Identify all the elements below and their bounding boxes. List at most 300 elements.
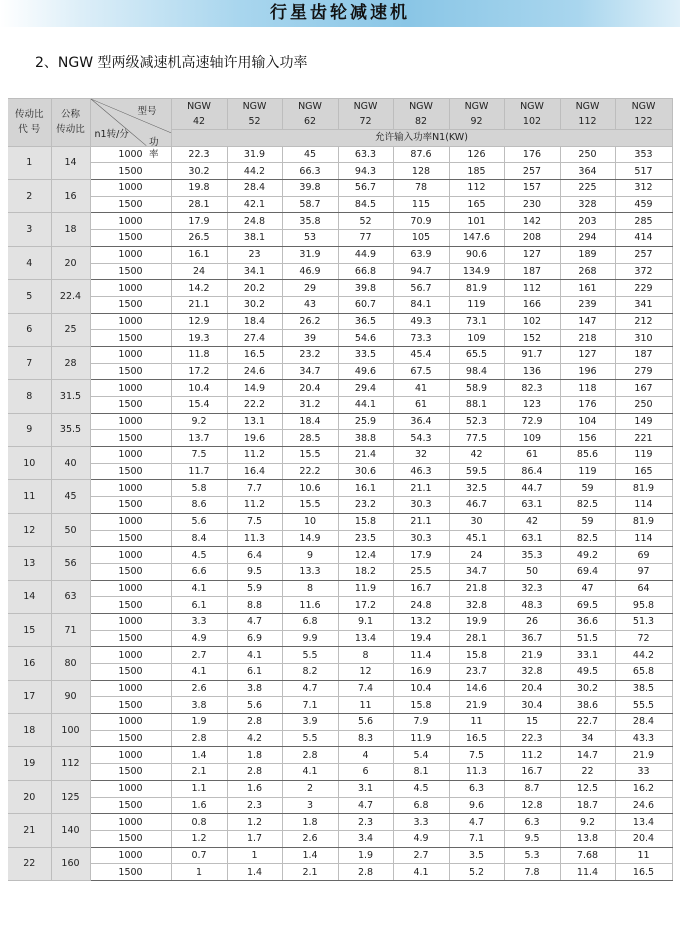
power-value-cell: 13.4 bbox=[615, 814, 672, 831]
power-value-cell: 23.5 bbox=[338, 530, 393, 547]
input-speed-cell: 1500 bbox=[90, 864, 171, 881]
power-value-cell: 30.2 bbox=[171, 163, 227, 180]
input-speed-cell: 1500 bbox=[90, 563, 171, 580]
nominal-ratio-cell: 25 bbox=[51, 313, 90, 346]
corner-speed-label: n1转/分 bbox=[94, 128, 129, 140]
power-value-cell: 38.6 bbox=[560, 697, 615, 714]
power-value-cell: 4.1 bbox=[171, 580, 227, 597]
banner-title: 行星齿轮减速机 bbox=[270, 3, 410, 23]
power-value-cell: 44.9 bbox=[338, 246, 393, 263]
input-speed-cell: 1500 bbox=[90, 730, 171, 747]
power-value-cell: 24 bbox=[171, 263, 227, 280]
power-value-cell: 328 bbox=[560, 196, 615, 213]
ratio-code-cell: 1 bbox=[8, 146, 51, 179]
power-value-cell: 11.3 bbox=[227, 530, 282, 547]
input-speed-cell: 1000 bbox=[90, 580, 171, 597]
power-value-cell: 98.4 bbox=[449, 363, 504, 380]
power-value-cell: 239 bbox=[560, 296, 615, 313]
power-value-cell: 46.7 bbox=[449, 497, 504, 514]
power-value-cell: 3.8 bbox=[227, 680, 282, 697]
model-name: NGW bbox=[520, 101, 544, 112]
power-value-cell: 5.2 bbox=[449, 864, 504, 881]
power-value-cell: 28.4 bbox=[615, 714, 672, 731]
nominal-ratio-cell: 50 bbox=[51, 513, 90, 546]
nominal-ratio-cell: 31.5 bbox=[51, 380, 90, 413]
ratio-code-header-line1: 传动比 bbox=[14, 109, 44, 121]
power-value-cell: 5.4 bbox=[393, 747, 449, 764]
power-value-cell: 35.3 bbox=[504, 547, 560, 564]
power-value-cell: 44.2 bbox=[615, 647, 672, 664]
power-value-cell: 45.1 bbox=[449, 530, 504, 547]
input-speed-cell: 1500 bbox=[90, 296, 171, 313]
table-row bbox=[8, 547, 672, 564]
power-value-cell: 5.5 bbox=[282, 647, 338, 664]
nominal-ratio-cell: 28 bbox=[51, 346, 90, 379]
power-value-cell: 64 bbox=[615, 580, 672, 597]
power-value-cell: 6.3 bbox=[504, 814, 560, 831]
power-value-cell: 8.8 bbox=[227, 597, 282, 614]
power-value-cell: 1.8 bbox=[282, 814, 338, 831]
power-value-cell: 23.7 bbox=[449, 664, 504, 681]
power-value-cell: 16.7 bbox=[504, 764, 560, 781]
power-value-cell: 30.6 bbox=[338, 463, 393, 480]
power-value-cell: 17.9 bbox=[393, 547, 449, 564]
power-value-cell: 18.7 bbox=[560, 797, 615, 814]
power-value-cell: 73.1 bbox=[449, 313, 504, 330]
power-value-cell: 364 bbox=[560, 163, 615, 180]
power-value-cell: 63.1 bbox=[504, 497, 560, 514]
power-value-cell: 189 bbox=[560, 246, 615, 263]
power-value-cell: 21.9 bbox=[615, 747, 672, 764]
power-value-cell: 167 bbox=[615, 380, 672, 397]
input-speed-cell: 1000 bbox=[90, 280, 171, 297]
power-value-cell: 11 bbox=[338, 697, 393, 714]
power-value-cell: 31.2 bbox=[282, 397, 338, 414]
power-value-cell: 30.2 bbox=[560, 680, 615, 697]
power-value-cell: 30 bbox=[449, 513, 504, 530]
nominal-ratio-cell: 45 bbox=[51, 480, 90, 513]
power-value-cell: 15.8 bbox=[393, 697, 449, 714]
nominal-ratio-header bbox=[51, 99, 90, 147]
power-value-cell: 20.4 bbox=[615, 830, 672, 847]
power-value-cell: 42 bbox=[449, 447, 504, 464]
table-row bbox=[8, 280, 672, 297]
power-value-cell: 22.7 bbox=[560, 714, 615, 731]
power-value-cell: 15.8 bbox=[338, 513, 393, 530]
table-row bbox=[8, 747, 672, 764]
input-speed-cell: 1000 bbox=[90, 714, 171, 731]
power-value-cell: 5.6 bbox=[227, 697, 282, 714]
input-speed-cell: 1000 bbox=[90, 680, 171, 697]
power-value-cell: 11.2 bbox=[227, 497, 282, 514]
model-name: NGW bbox=[409, 101, 433, 112]
power-value-cell: 4.2 bbox=[227, 730, 282, 747]
power-value-cell: 3.5 bbox=[449, 847, 504, 864]
input-speed-cell: 1000 bbox=[90, 146, 171, 163]
power-value-cell: 1.7 bbox=[227, 830, 282, 847]
power-value-cell: 12.5 bbox=[560, 780, 615, 797]
power-value-cell: 187 bbox=[504, 263, 560, 280]
power-value-cell: 94.3 bbox=[338, 163, 393, 180]
power-value-cell: 11.2 bbox=[227, 447, 282, 464]
table-row bbox=[8, 296, 672, 313]
power-value-cell: 67.5 bbox=[393, 363, 449, 380]
power-value-cell: 45.4 bbox=[393, 346, 449, 363]
power-value-cell: 32.8 bbox=[449, 597, 504, 614]
power-value-cell: 12.9 bbox=[171, 313, 227, 330]
power-value-cell: 7.5 bbox=[227, 513, 282, 530]
power-value-cell: 18.4 bbox=[227, 313, 282, 330]
power-value-cell: 128 bbox=[393, 163, 449, 180]
power-value-cell: 18.4 bbox=[282, 413, 338, 430]
power-value-cell: 21.1 bbox=[393, 513, 449, 530]
power-value-cell: 14.9 bbox=[282, 530, 338, 547]
power-value-cell: 30.4 bbox=[504, 697, 560, 714]
nominal-ratio-cell: 100 bbox=[51, 714, 90, 747]
power-value-cell: 28.5 bbox=[282, 430, 338, 447]
power-value-cell: 91.7 bbox=[504, 346, 560, 363]
table-row bbox=[8, 330, 672, 347]
power-value-cell: 312 bbox=[615, 180, 672, 197]
model-size: 82 bbox=[414, 116, 428, 127]
power-value-cell: 24.6 bbox=[615, 797, 672, 814]
power-value-cell: 4 bbox=[338, 747, 393, 764]
input-speed-cell: 1500 bbox=[90, 196, 171, 213]
power-value-cell: 2.8 bbox=[338, 864, 393, 881]
power-value-cell: 149 bbox=[615, 413, 672, 430]
ratio-code-cell: 9 bbox=[8, 413, 51, 446]
power-value-cell: 4.7 bbox=[449, 814, 504, 831]
nominal-ratio-cell: 80 bbox=[51, 647, 90, 680]
power-value-cell: 105 bbox=[393, 230, 449, 247]
power-value-cell: 1.2 bbox=[227, 814, 282, 831]
power-value-cell: 28.1 bbox=[171, 196, 227, 213]
power-value-cell: 5.5 bbox=[282, 730, 338, 747]
table-row bbox=[8, 697, 672, 714]
power-value-cell: 19.3 bbox=[171, 330, 227, 347]
power-value-cell: 32.5 bbox=[449, 480, 504, 497]
power-value-cell: 1.6 bbox=[227, 780, 282, 797]
power-value-cell: 12.8 bbox=[504, 797, 560, 814]
power-value-cell: 63.1 bbox=[504, 530, 560, 547]
input-speed-cell: 1000 bbox=[90, 780, 171, 797]
corner-power-line1: 功 bbox=[148, 137, 159, 148]
power-value-cell: 165 bbox=[449, 196, 504, 213]
model-size: 122 bbox=[634, 116, 653, 127]
section-heading: 2、NGW 型两级减速机高速轴许用输入功率 bbox=[35, 55, 308, 71]
power-value-cell: 22 bbox=[560, 764, 615, 781]
model-header bbox=[227, 99, 282, 130]
power-value-cell: 250 bbox=[560, 146, 615, 163]
power-value-cell: 36.4 bbox=[393, 413, 449, 430]
power-value-cell: 5.9 bbox=[227, 580, 282, 597]
ratio-code-cell: 5 bbox=[8, 280, 51, 313]
power-value-cell: 72.9 bbox=[504, 413, 560, 430]
table-row bbox=[8, 397, 672, 414]
ratio-code-cell: 22 bbox=[8, 847, 51, 880]
power-value-cell: 56.7 bbox=[338, 180, 393, 197]
model-name: NGW bbox=[353, 101, 378, 112]
input-speed-cell: 1500 bbox=[90, 397, 171, 414]
power-value-cell: 94.7 bbox=[393, 263, 449, 280]
ratio-code-cell: 6 bbox=[8, 313, 51, 346]
power-value-cell: 119 bbox=[615, 447, 672, 464]
power-value-cell: 459 bbox=[615, 196, 672, 213]
power-value-cell: 123 bbox=[504, 397, 560, 414]
power-value-cell: 11.4 bbox=[393, 647, 449, 664]
power-value-cell: 1.2 bbox=[171, 830, 227, 847]
power-value-cell: 88.1 bbox=[449, 397, 504, 414]
power-value-cell: 14.2 bbox=[171, 280, 227, 297]
power-value-cell: 12.4 bbox=[338, 547, 393, 564]
table-row bbox=[8, 180, 672, 197]
power-value-cell: 72 bbox=[615, 630, 672, 647]
power-value-cell: 119 bbox=[449, 296, 504, 313]
power-value-cell: 134.9 bbox=[449, 263, 504, 280]
table-row bbox=[8, 447, 672, 464]
power-value-cell: 9.5 bbox=[227, 563, 282, 580]
power-value-cell: 66.3 bbox=[282, 163, 338, 180]
table-row bbox=[8, 513, 672, 530]
power-value-cell: 33.1 bbox=[560, 647, 615, 664]
input-speed-cell: 1000 bbox=[90, 480, 171, 497]
power-value-cell: 212 bbox=[615, 313, 672, 330]
table-row bbox=[8, 797, 672, 814]
model-name: NGW bbox=[187, 101, 211, 112]
input-speed-cell: 1000 bbox=[90, 513, 171, 530]
power-value-cell: 63.9 bbox=[393, 246, 449, 263]
power-value-cell: 54.3 bbox=[393, 430, 449, 447]
input-speed-cell: 1500 bbox=[90, 797, 171, 814]
model-size: 102 bbox=[522, 116, 542, 127]
power-value-cell: 35.8 bbox=[282, 213, 338, 230]
power-value-cell: 2.6 bbox=[282, 830, 338, 847]
model-size: 112 bbox=[578, 116, 597, 127]
table-row bbox=[8, 363, 672, 380]
power-value-cell: 16.5 bbox=[227, 346, 282, 363]
power-value-cell: 126 bbox=[449, 146, 504, 163]
power-value-cell: 3.1 bbox=[338, 780, 393, 797]
table-row bbox=[8, 146, 672, 163]
power-value-cell: 39.8 bbox=[338, 280, 393, 297]
ratio-code-cell: 7 bbox=[8, 346, 51, 379]
power-value-cell: 14.7 bbox=[560, 747, 615, 764]
table-row bbox=[8, 497, 672, 514]
power-value-cell: 52 bbox=[338, 213, 393, 230]
power-value-cell: 115 bbox=[393, 196, 449, 213]
power-value-cell: 16.1 bbox=[171, 246, 227, 263]
model-header bbox=[171, 99, 227, 130]
power-value-cell: 1.4 bbox=[227, 864, 282, 881]
table-row bbox=[8, 730, 672, 747]
power-table bbox=[8, 98, 673, 881]
power-value-cell: 9.6 bbox=[449, 797, 504, 814]
input-speed-cell: 1500 bbox=[90, 530, 171, 547]
nominal-ratio-cell: 14 bbox=[51, 146, 90, 179]
power-value-cell: 22.2 bbox=[227, 397, 282, 414]
power-value-cell: 13.2 bbox=[393, 613, 449, 630]
power-value-cell: 49.3 bbox=[393, 313, 449, 330]
power-value-cell: 10 bbox=[282, 513, 338, 530]
power-value-cell: 2.3 bbox=[227, 797, 282, 814]
input-speed-cell: 1000 bbox=[90, 346, 171, 363]
power-value-cell: 5.3 bbox=[504, 847, 560, 864]
table-row bbox=[8, 196, 672, 213]
input-speed-cell: 1000 bbox=[90, 547, 171, 564]
power-value-cell: 49.6 bbox=[338, 363, 393, 380]
power-value-cell: 101 bbox=[449, 213, 504, 230]
power-value-cell: 22.3 bbox=[504, 730, 560, 747]
table-row bbox=[8, 346, 672, 363]
power-value-cell: 7.8 bbox=[504, 864, 560, 881]
ratio-code-cell: 15 bbox=[8, 613, 51, 646]
power-value-cell: 45 bbox=[282, 146, 338, 163]
input-speed-cell: 1500 bbox=[90, 597, 171, 614]
power-value-cell: 6.1 bbox=[171, 597, 227, 614]
power-value-cell: 4.1 bbox=[393, 864, 449, 881]
power-value-cell: 6.8 bbox=[282, 613, 338, 630]
power-value-cell: 29.4 bbox=[338, 380, 393, 397]
power-value-cell: 114 bbox=[615, 530, 672, 547]
power-value-cell: 1 bbox=[171, 864, 227, 881]
power-value-cell: 165 bbox=[615, 463, 672, 480]
power-value-cell: 9 bbox=[282, 547, 338, 564]
nominal-ratio-cell: 40 bbox=[51, 447, 90, 480]
power-value-cell: 9.1 bbox=[338, 613, 393, 630]
input-speed-cell: 1500 bbox=[90, 263, 171, 280]
power-value-cell: 187 bbox=[615, 346, 672, 363]
power-value-cell: 39.8 bbox=[282, 180, 338, 197]
power-value-cell: 30.2 bbox=[227, 296, 282, 313]
power-value-cell: 11 bbox=[449, 714, 504, 731]
input-speed-cell: 1500 bbox=[90, 330, 171, 347]
power-value-cell: 27.4 bbox=[227, 330, 282, 347]
power-value-cell: 14.9 bbox=[227, 380, 282, 397]
corner-type-label: 型号 bbox=[137, 106, 157, 117]
power-value-cell: 20.4 bbox=[282, 380, 338, 397]
power-value-cell: 310 bbox=[615, 330, 672, 347]
power-value-cell: 4.1 bbox=[282, 764, 338, 781]
table-row bbox=[8, 864, 672, 881]
power-value-cell: 285 bbox=[615, 213, 672, 230]
ratio-code-cell: 13 bbox=[8, 547, 51, 580]
power-value-cell: 127 bbox=[560, 346, 615, 363]
input-speed-cell: 1000 bbox=[90, 447, 171, 464]
table-row bbox=[8, 380, 672, 397]
power-value-cell: 63.3 bbox=[338, 146, 393, 163]
power-value-cell: 42.1 bbox=[227, 196, 282, 213]
nominal-ratio-cell: 112 bbox=[51, 747, 90, 780]
ratio-code-cell: 8 bbox=[8, 380, 51, 413]
power-value-cell: 279 bbox=[615, 363, 672, 380]
power-value-cell: 8.7 bbox=[504, 780, 560, 797]
power-value-cell: 54.6 bbox=[338, 330, 393, 347]
power-value-cell: 156 bbox=[560, 430, 615, 447]
power-value-cell: 8.3 bbox=[338, 730, 393, 747]
power-value-cell: 49.2 bbox=[560, 547, 615, 564]
ratio-code-cell: 18 bbox=[8, 714, 51, 747]
power-value-cell: 56.7 bbox=[393, 280, 449, 297]
power-value-cell: 28.4 bbox=[227, 180, 282, 197]
nominal-ratio-cell: 56 bbox=[51, 547, 90, 580]
power-value-cell: 53 bbox=[282, 230, 338, 247]
input-speed-cell: 1500 bbox=[90, 664, 171, 681]
table-row bbox=[8, 530, 672, 547]
power-value-cell: 118 bbox=[560, 380, 615, 397]
power-value-cell: 82.5 bbox=[560, 530, 615, 547]
table-row bbox=[8, 597, 672, 614]
ratio-code-header-line2: 代 号 bbox=[18, 124, 41, 136]
power-value-cell: 26 bbox=[504, 613, 560, 630]
power-value-cell: 19.9 bbox=[449, 613, 504, 630]
power-value-cell: 24.6 bbox=[227, 363, 282, 380]
power-value-cell: 112 bbox=[504, 280, 560, 297]
power-value-cell: 7.7 bbox=[227, 480, 282, 497]
power-value-cell: 32.8 bbox=[504, 664, 560, 681]
power-value-cell: 34.7 bbox=[282, 363, 338, 380]
power-value-cell: 8.4 bbox=[171, 530, 227, 547]
power-value-cell: 44.2 bbox=[227, 163, 282, 180]
power-value-cell: 19.8 bbox=[171, 180, 227, 197]
power-value-cell: 4.5 bbox=[171, 547, 227, 564]
power-value-cell: 221 bbox=[615, 430, 672, 447]
power-value-cell: 81.9 bbox=[615, 480, 672, 497]
power-value-cell: 3.3 bbox=[393, 814, 449, 831]
table-row bbox=[8, 213, 672, 230]
power-value-cell: 86.4 bbox=[504, 463, 560, 480]
power-note: 允许输入功率N1(KW) bbox=[171, 130, 672, 147]
power-value-cell: 2.6 bbox=[171, 680, 227, 697]
input-speed-cell: 1000 bbox=[90, 180, 171, 197]
input-speed-cell: 1500 bbox=[90, 230, 171, 247]
model-name: NGW bbox=[464, 101, 489, 112]
model-header bbox=[615, 99, 672, 130]
model-name: NGW bbox=[631, 101, 656, 112]
power-value-cell: 3.8 bbox=[171, 697, 227, 714]
input-speed-cell: 1500 bbox=[90, 497, 171, 514]
power-value-cell: 32.3 bbox=[504, 580, 560, 597]
power-value-cell: 36.6 bbox=[560, 613, 615, 630]
power-value-cell: 1.4 bbox=[282, 847, 338, 864]
power-value-cell: 60.7 bbox=[338, 296, 393, 313]
power-value-cell: 32 bbox=[393, 447, 449, 464]
power-value-cell: 11.6 bbox=[282, 597, 338, 614]
power-value-cell: 18.2 bbox=[338, 563, 393, 580]
power-value-cell: 58.9 bbox=[449, 380, 504, 397]
power-value-cell: 30.3 bbox=[393, 497, 449, 514]
power-value-cell: 2 bbox=[282, 780, 338, 797]
power-value-cell: 46.9 bbox=[282, 263, 338, 280]
power-value-cell: 4.7 bbox=[282, 680, 338, 697]
table-row bbox=[8, 413, 672, 430]
power-value-cell: 16.5 bbox=[449, 730, 504, 747]
model-size: 72 bbox=[359, 116, 372, 127]
table-row bbox=[8, 830, 672, 847]
power-value-cell: 229 bbox=[615, 280, 672, 297]
power-value-cell: 30.3 bbox=[393, 530, 449, 547]
ratio-code-cell: 11 bbox=[8, 480, 51, 513]
power-value-cell: 10.6 bbox=[282, 480, 338, 497]
power-value-cell: 21.1 bbox=[171, 296, 227, 313]
input-speed-cell: 1000 bbox=[90, 847, 171, 864]
model-header bbox=[560, 99, 615, 130]
table-row bbox=[8, 647, 672, 664]
power-value-cell: 70.9 bbox=[393, 213, 449, 230]
power-value-cell: 26.2 bbox=[282, 313, 338, 330]
model-name: NGW bbox=[575, 101, 600, 112]
power-value-cell: 85.6 bbox=[560, 447, 615, 464]
power-value-cell: 24.8 bbox=[227, 213, 282, 230]
